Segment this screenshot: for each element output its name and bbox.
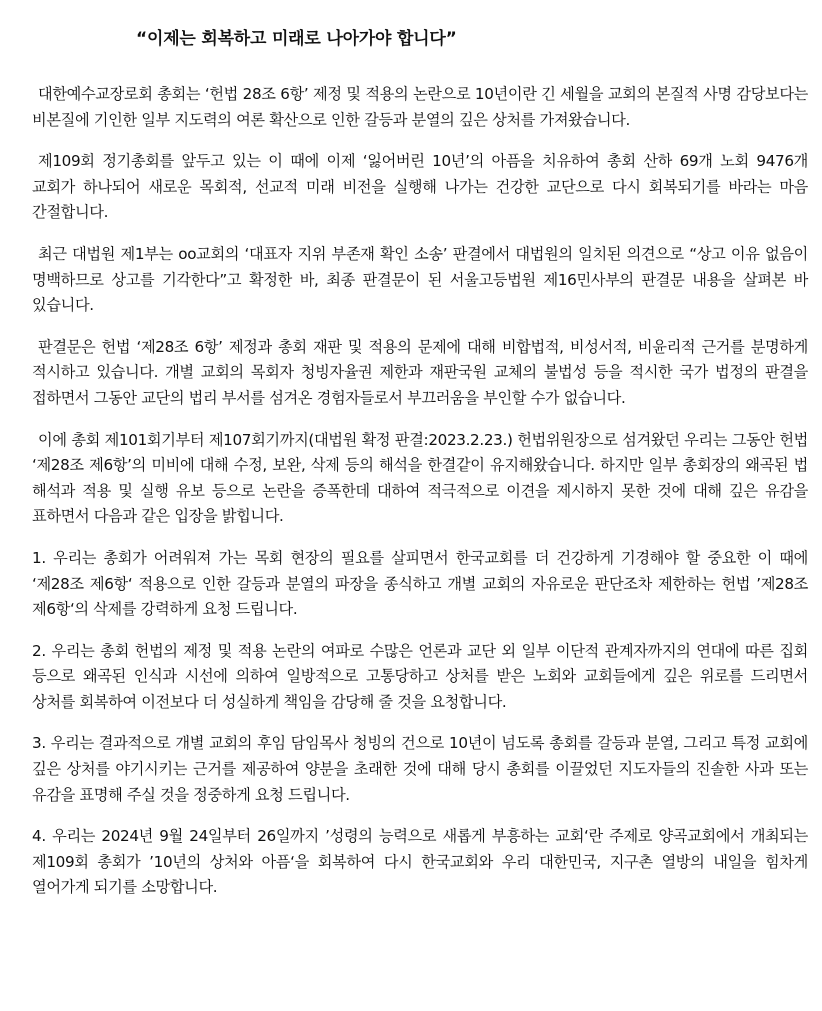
paragraph-4: 판결문은 헌법 ‘제28조 6항’ 제정과 총회 재판 및 적용의 문제에 대해 비합법적, 비성서적, 비윤리적 근거를 분명하게 적시하고 있습니다. 개별 교회의 목회자 청빙자율권 제한과 재판국원 교체의 불법성 등을 적시한 국가 법정의 판결을 접하면서 그동안 교단의 법리 부서를 섬겨온 경험자들로서 부끄러움을 부인할 수가 없습니다. — [32, 337, 808, 407]
list-item-3: 3. 우리는 결과적으로 개별 교회의 후임 담임목사 청빙의 건으로 10년이 넘도록 총회를 갈등과 분열, 그리고 특정 교회에 깊은 상처를 야기시키는 근거를 제공하여 양분을 초래한 것에 대해 당시 총회를 이끌었던 지도자들의 진솔한 사과 또는 유감을 표명해 주실 것을 정중하게 요청 드립니다. — [32, 734, 808, 804]
list-item-4: 4. 우리는 2024년 9월 24일부터 26일까지 ’성령의 능력으로 새롭게 부흥하는 교회‘란 주제로 양곡교회에서 개최되는 제109회 총회가 ’10년의 상처와 아픔‘을 회복하여 다시 한국교회와 우리 대한민국, 지구촌 열방의 내일을 힘차게 열어가게 되기를 소망합니다. — [32, 827, 808, 897]
paragraph-3: 최근 대법원 제1부는 oo교회의 ‘대표자 지위 부존재 확인 소송’ 판결에서 대법원의 일치된 의견으로 “상고 이유 없음이 명백하므로 상고를 기각한다”고 확정한 바, 최종 판결문이 된 서울고등법원 제16민사부의 판결문 내용을 살펴본 바 있습니다. — [32, 244, 808, 315]
paragraph-5: 이에 총회 제101회기부터 제107회기까지(대법원 확정 판결:2023.2.23.) 헌법위원장으로 섬겨왔던 우리는 그동안 헌법 ‘제28조 제6항’의 미비에 대해 수정, 보완, 삭제 등의 해석을 한결같이 유지해왔습니다. 하지만 일부 총회장의 왜곡된 법 해석과 적용 및 실행 유보 등으로 논란을 증폭한데 대하여 적극적으로 이견을 제시하지 못한 것에 대해 깊은 유감을 표하면서 다음과 같은 입장을 밝힙니다. — [32, 430, 808, 526]
list-item-1: 1. 우리는 총회가 어려워져 가는 목회 현장의 필요를 살피면서 한국교회를 더 건강하게 기경해야 할 중요한 이 때에 ‘제28조 제6항‘ 적용으로 인한 갈등과 분열의 파장을 종식하고 개별 교회의 자유로운 판단조차 제한하는 헌법 ’제28조 제6항‘의 삭제를 강력하게 요청 드립니다. — [32, 548, 808, 619]
paragraph-1: 대한예수교장로회 총회는 ‘헌법 28조 6항’ 제정 및 적용의 논란으로 10년이란 긴 세월을 교회의 본질적 사명 감당보다는 비본질에 기인한 일부 지도력의 여론 확산으로 인한 갈등과 분열의 깊은 상처를 가져왔습니다. — [32, 85, 808, 129]
paragraph-2: 제109회 정기총회를 앞두고 있는 이 때에 이제 ‘잃어버린 10년’의 아픔을 치유하여 총회 산하 69개 노회 9476개 교회가 하나되어 새로운 목회적, 선교적 미래 비전을 실행해 나가는 건강한 교단으로 다시 회복되기를 바라는 마음 간절합니다. — [32, 152, 808, 222]
list-item-2: 2. 우리는 총회 헌법의 제정 및 적용 논란의 여파로 수많은 언론과 교단 외 일부 이단적 관계자까지의 연대에 따른 집회 등으로 왜곡된 인식과 시선에 의하여 일방적으로 고통당하고 상처를 받은 노회와 교회들에게 깊은 위로를 드리면서 상처를 회복하여 이전보다 더 성실하게 책임을 감당해 줄 것을 요청합니다. — [32, 641, 808, 711]
document-body — [32, 82, 808, 917]
document-title: “이제는 회복하고 미래로 나아가야 합니다” — [136, 29, 457, 49]
